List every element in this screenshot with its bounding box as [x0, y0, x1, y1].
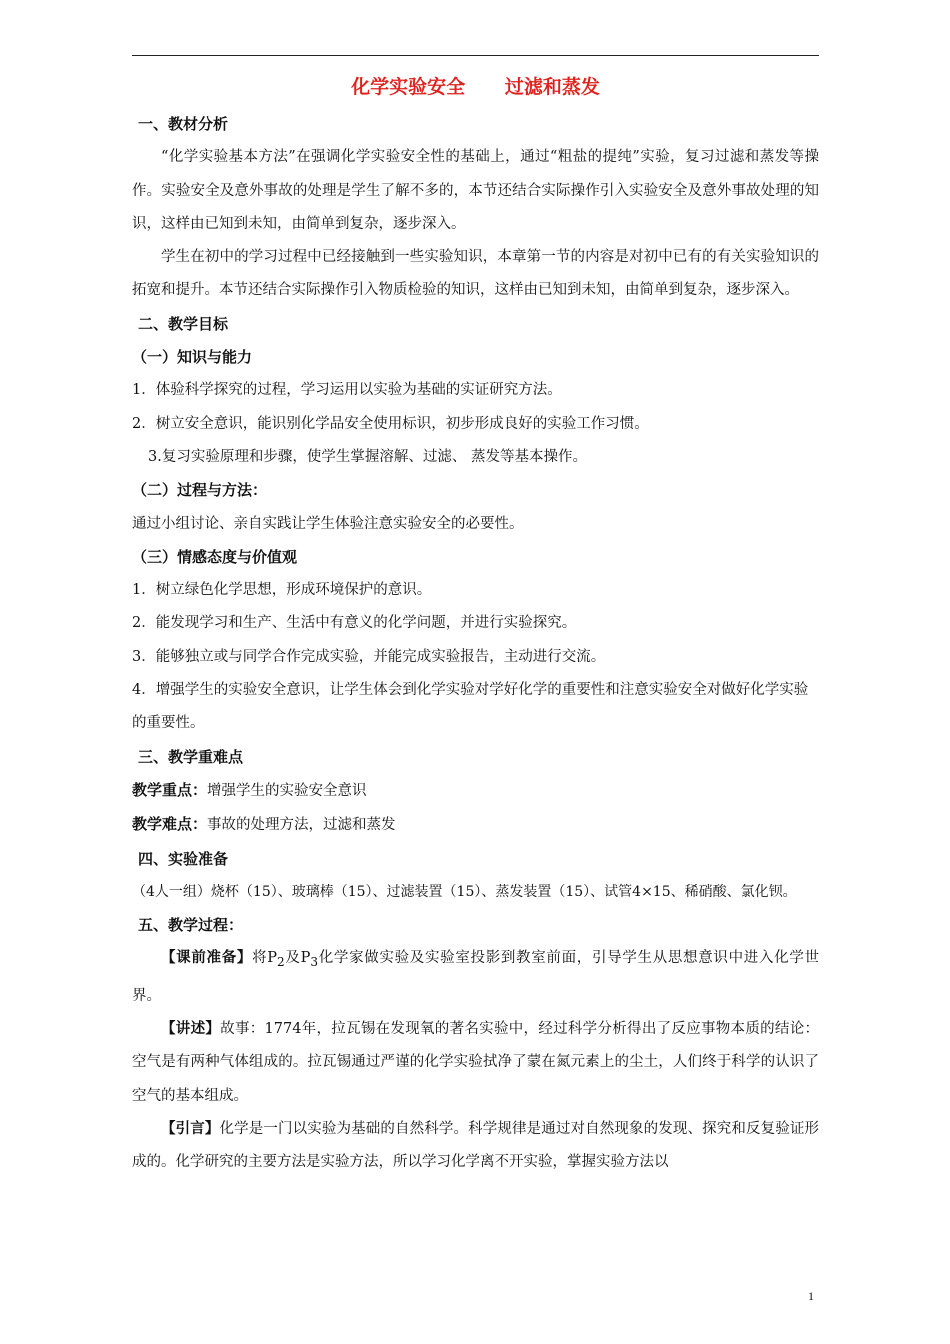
section-heading-1: 一、教材分析	[138, 115, 229, 133]
paragraph	[132, 1013, 819, 1113]
paragraph	[132, 942, 819, 1012]
page-title: 化学实验安全 过滤和蒸发	[351, 76, 600, 98]
paragraph	[132, 1113, 819, 1180]
list-item: 2．树立安全意识，能识别化学品安全使用标识，初步形成良好的实验工作习惯。	[132, 415, 649, 432]
section-heading-3: 三、教学重难点	[138, 747, 244, 766]
difficulty-label: 教学难点：	[132, 815, 208, 834]
materials-list: （4人一组）烧杯（15）、玻璃棒（15）、过滤装置（15）、蒸发装置（15）、试管4×15、稀硝酸、氯化钡。	[132, 883, 797, 900]
key-point-label: 教学重点：	[132, 780, 208, 799]
key-point-line	[132, 774, 819, 808]
text-run: 及P	[284, 950, 311, 967]
list-item: 4．增强学生的实验安全意识，让学生体会到化学实验对学好化学的重要性和注意实验安全对做好化学实验的重要性。	[132, 682, 809, 732]
list-item: 1．树立绿色化学思想，形成环境保护的意识。	[132, 582, 432, 599]
key-point-text: 增强学生的实验安全意识	[207, 782, 367, 799]
list-item: 2．能发现学习和生产、生活中有意义的化学问题，并进行实验探究。	[132, 615, 577, 632]
difficulty-text: 事故的处理方法，过滤和蒸发	[207, 817, 396, 834]
list-item: 1．体验科学探究的过程，学习运用以实验为基础的实证研究方法。	[132, 382, 562, 399]
list-item: 3.复习实验原理和步骤，使学生掌握溶解、过滤、 蒸发等基本操作。	[148, 448, 587, 465]
document-body	[132, 108, 819, 1179]
page-number: 1	[808, 1289, 814, 1303]
paragraph: 学生在初中的学习过程中已经接触到一些实验知识，本章第一节的内容是对初中已有的有关实验知识的拓宽和提升。本节还结合实际操作引入物质检验的知识，这样由已知到未知，由简单到复杂，逐步深入。	[132, 249, 819, 299]
paragraph-tag: 【讲述】	[161, 1020, 221, 1037]
text-run: 将P	[252, 950, 278, 967]
paragraph-tag: 【课前准备】	[161, 950, 253, 967]
subsection-heading: （三）情感态度与价值观	[132, 547, 298, 566]
section-heading-5: 五、教学过程：	[138, 916, 244, 935]
list-item: 3．能够独立或与同学合作完成实验，并能完成实验报告，主动进行交流。	[132, 648, 606, 665]
subsection-heading: （二）过程与方法：	[132, 481, 268, 500]
text-run: 故事：1774年，拉瓦锡在发现氧的著名实验中，经过科学分析得出了反应事物本质的结论：空气是有两种气体组成的。拉瓦锡通过严谨的化学实验拭净了蒙在氮元素上的尘土，人们终于科学的认识了空气的基本组成。	[132, 1020, 819, 1104]
header-rule	[132, 55, 819, 56]
section-heading-2: 二、教学目标	[138, 314, 229, 333]
subscript: 3	[310, 955, 319, 970]
subsection-heading: （一）知识与能力	[132, 348, 253, 367]
paragraph: 通过小组讨论、亲自实践让学生体验注意实验安全的必要性。	[132, 515, 524, 532]
text-run: 化学家做实验及实验室投影到教室前面，引导学生从思想意识中进入化学世界。	[132, 950, 819, 1004]
section-heading-4: 四、实验准备	[138, 849, 229, 868]
difficulty-line	[132, 808, 819, 842]
text-run: 化学是一门以实验为基础的自然科学。科学规律是通过对自然现象的发现、探究和反复验证形成的。化学研究的主要方法是实验方法，所以学习化学离不开实验，掌握实验方法以	[132, 1120, 819, 1171]
paragraph: “化学实验基本方法”在强调化学实验安全性的基础上，通过“粗盐的提纯”实验，复习过滤和蒸发等操作。实验安全及意外事故的处理是学生了解不多的，本节还结合实际操作引入实验安全及意外事故处理的知识，这样由已知到未知，由简单到复杂，逐步深入。	[132, 149, 819, 232]
paragraph-tag: 【引言】	[161, 1120, 220, 1137]
subscript: 2	[277, 955, 285, 970]
